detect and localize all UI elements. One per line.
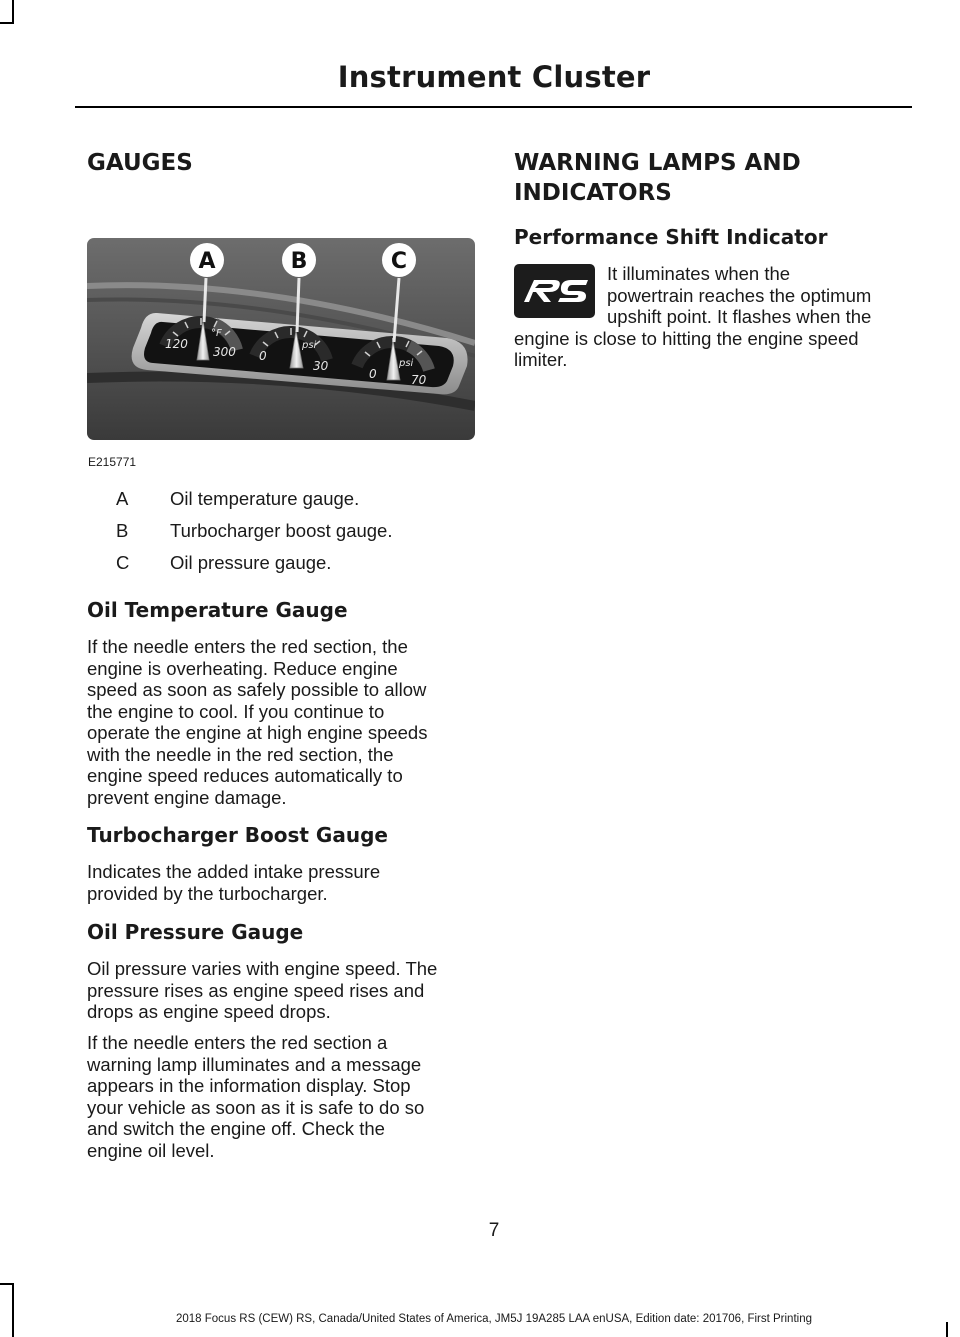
legend-key: C [116,552,130,573]
heading-line: INDICATORS [514,180,672,206]
text-line: appears in the information display. Stop [87,1075,411,1096]
text-line: It illuminates when the [607,263,791,284]
text-line: powertrain reaches the optimum [607,284,872,306]
gauge-a-max: 300 [213,345,236,359]
gauges-heading: GAUGES [87,150,193,176]
legend-key: B [116,520,129,541]
performance-shift-paragraph [514,263,914,371]
text-line: upshift point. It flashes when the [607,306,872,327]
text-line: speed as soon as safely possible to allow [87,679,427,700]
text-line: limiter. [514,349,568,370]
gauge-cluster-illustration [87,238,475,440]
legend-text: Oil temperature gauge. [170,488,360,509]
oil-pressure-heading: Oil Pressure Gauge [87,920,304,944]
legend-text: Turbocharger boost gauge. [170,520,393,541]
text-line: your vehicle as soon as it is safe to do so [87,1096,425,1118]
crop-mark [12,1283,14,1337]
gauge-b-max: 30 [313,359,329,373]
text-line: with the needle in the red section, the [87,743,394,765]
gauge-c-unit: psi [399,358,414,369]
text-line: and switch the engine off. Check the [87,1118,385,1139]
oil-pressure-paragraph-1 [87,958,437,1023]
callout-c-label: C [390,249,408,274]
text-line: operate the engine at high engine speeds [87,722,428,743]
oil-temperature-paragraph [87,636,427,808]
text-line: prevent engine damage. [87,786,287,808]
page-number: 7 [488,1220,500,1241]
gauge-c-max: 70 [411,373,427,387]
text-line: engine speed reduces automatically to [87,765,403,786]
legend-text: Oil pressure gauge. [170,552,332,573]
crop-mark [12,0,14,22]
text-line: engine is close to hitting the engine speed [514,327,859,349]
turbocharger-boost-heading: Turbocharger Boost Gauge [87,823,388,847]
turbocharger-boost-paragraph [87,861,380,904]
text-line: warning lamp illuminates and a message [87,1053,422,1075]
text-line: provided by the turbocharger. [87,882,328,904]
gauge-a-unit: °F [211,328,222,339]
crop-mark [0,22,14,24]
gauge-c-min: 0 [369,367,377,381]
callout-a-label: A [198,249,216,274]
text-line: Indicates the added intake pressure [87,861,381,882]
oil-temperature-heading: Oil Temperature Gauge [87,598,348,622]
text-line: pressure rises as engine speed rises and [87,979,425,1001]
text-line: Oil pressure varies with engine speed. The [87,958,438,979]
figure-id: E215771 [88,455,137,469]
page-header-title: Instrument Cluster [337,60,651,94]
warning-lamps-heading [514,148,801,208]
text-line: engine oil level. [87,1139,215,1161]
oil-pressure-paragraph-2 [87,1032,424,1161]
crop-mark [0,1283,14,1285]
text-line: the engine to cool. If you continue to [87,700,385,722]
header-rule [75,106,912,108]
gauge-a-min: 120 [165,337,188,351]
text-line: engine is overheating. Reduce engine [87,657,398,679]
heading-line: WARNING LAMPS AND [514,150,801,176]
page-footer: 2018 Focus RS (CEW) RS, Canada/United States of America, JM5J 19A285 LAA enUSA, Edition date: 201706, First Printing [175,1313,812,1325]
legend-key: A [116,488,129,509]
text-line: drops as engine speed drops. [87,1001,331,1022]
performance-shift-heading: Performance Shift Indicator [514,225,828,249]
callout-b-label: B [290,249,308,274]
gauge-b-unit: psi [302,340,317,351]
text-line: If the needle enters the red section, the [87,636,408,657]
gauge-b-min: 0 [259,349,267,363]
gauges-figure [87,238,475,440]
text-line: If the needle enters the red section a [87,1032,388,1053]
